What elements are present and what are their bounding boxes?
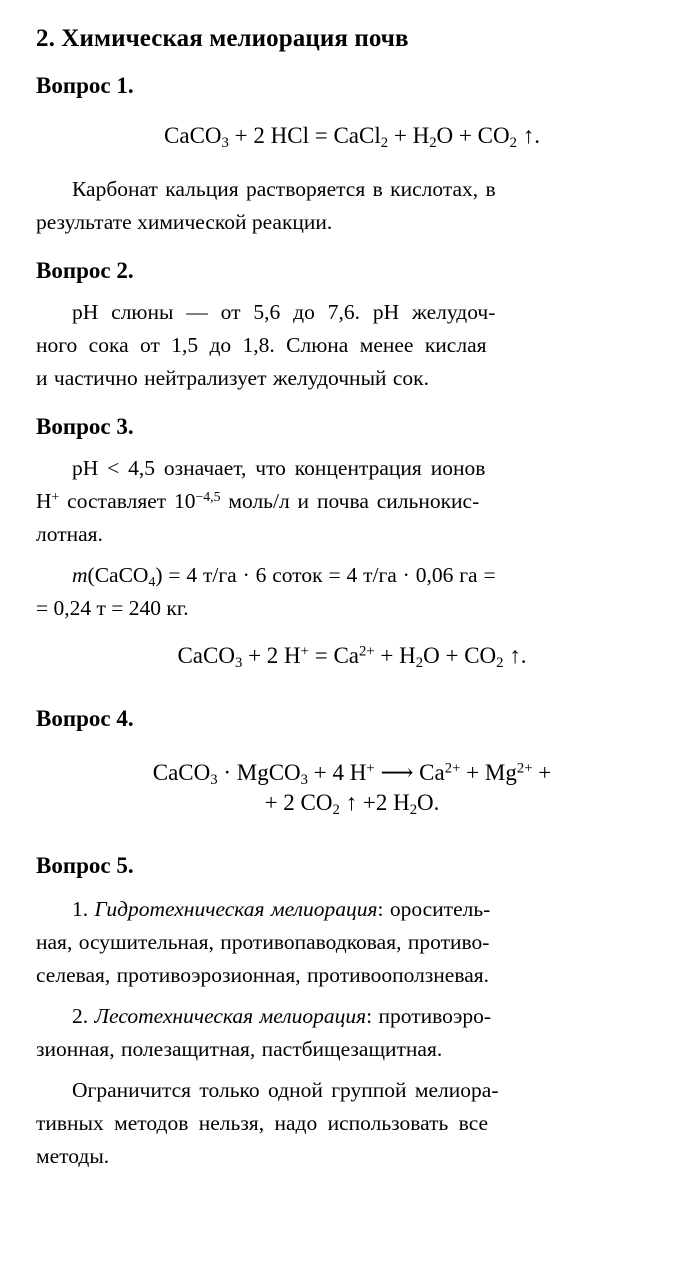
question-5-heading: Вопрос 5. bbox=[36, 853, 134, 878]
list-number: 2. bbox=[72, 1004, 95, 1028]
formula-term: O + CO bbox=[436, 123, 510, 148]
formula-subscript: 2 bbox=[429, 135, 437, 152]
formula-charge: 2+ bbox=[359, 643, 375, 660]
question-5-closing-line-1: Ограничится только одной группой мелиора- bbox=[72, 1078, 499, 1102]
answer-text: моль/л и почва сильнокис- bbox=[220, 489, 480, 513]
answer-text: составляет 10 bbox=[59, 489, 196, 513]
formula-charge: 2+ bbox=[516, 760, 533, 777]
question-1-formula bbox=[36, 121, 668, 151]
question-1-answer-line-1: Карбонат кальция растворяется в кислотах, в bbox=[72, 177, 496, 201]
question-4-heading: Вопрос 4. bbox=[36, 706, 134, 731]
question-4-formula-line-2 bbox=[36, 788, 668, 818]
formula-term: = Ca bbox=[308, 643, 359, 668]
formula-term: + 2 HCl = CaCl bbox=[228, 123, 381, 148]
question-2-heading: Вопрос 2. bbox=[36, 258, 134, 283]
formula-gas-arrow: ↑. bbox=[503, 643, 527, 668]
question-3-calculation-line-2: = 0,24 т = 240 кг. bbox=[36, 596, 189, 620]
formula-term: + H bbox=[388, 123, 430, 148]
formula-gas-arrow: ↑ +2 H bbox=[339, 790, 410, 815]
formula-subscript: 2 bbox=[332, 802, 340, 819]
formula-subscript: 3 bbox=[234, 655, 243, 672]
mass-variable: m bbox=[72, 563, 88, 587]
question-3-formula bbox=[36, 641, 668, 671]
question-5-item-2-line-2: зионная, полезащитная, пастбищезащитная. bbox=[36, 1037, 443, 1061]
reaction-arrow-icon: ⟶ bbox=[374, 760, 420, 785]
question-2-answer-line-1: pH слюны — от 5,6 до 7,6. pH желудоч- bbox=[72, 300, 496, 324]
formula-subscript: 2 bbox=[409, 802, 418, 819]
question-3-answer-line-2 bbox=[36, 485, 668, 518]
question-1-heading: Вопрос 1. bbox=[36, 73, 134, 98]
formula-subscript: 3 bbox=[300, 772, 309, 789]
formula-charge: 2+ bbox=[444, 760, 461, 777]
question-1-answer-line-2: результате химической реакции. bbox=[36, 210, 333, 234]
question-3-calculation-line-1 bbox=[36, 559, 668, 592]
question-3-answer-line-3: лотная. bbox=[36, 522, 103, 546]
compound-text: (CaCO bbox=[87, 563, 149, 587]
ion-symbol: H bbox=[36, 489, 52, 513]
formula-term: CaCO bbox=[164, 123, 222, 148]
formula-term: + Mg bbox=[460, 760, 517, 785]
item-text-hyphen: ь- bbox=[473, 897, 491, 921]
formula-term: · MgCO bbox=[217, 760, 301, 785]
formula-subscript: 2 bbox=[509, 135, 517, 152]
question-5-closing-line-2: тивных методов нельзя, надо использовать все bbox=[36, 1111, 489, 1135]
question-5-item-2-line-1 bbox=[36, 1000, 668, 1033]
calculation-text: ) = 4 т/га · 6 соток = 4 т/га · 0,06 га = bbox=[155, 563, 496, 587]
formula-term: O. bbox=[417, 790, 440, 815]
formula-term: + 2 CO bbox=[264, 790, 333, 815]
question-3-answer-line-1: pH < 4,5 означает, что концентрация ионов bbox=[72, 456, 486, 480]
formula-term: CaCO bbox=[152, 760, 211, 785]
question-5-item-1-line-1 bbox=[36, 893, 668, 926]
question-5-closing-line-3: методы. bbox=[36, 1144, 110, 1168]
question-5-item-1-line-2: ная, осушительная, противопаводковая, противо- bbox=[36, 930, 490, 954]
formula-term: CaCO bbox=[177, 643, 235, 668]
question-2-answer-line-2: ного сока от 1,5 до 1,8. Слюна менее кислая bbox=[36, 333, 487, 357]
list-number: 1. bbox=[72, 897, 95, 921]
formula-term: + H bbox=[374, 643, 416, 668]
formula-term: + 4 H bbox=[308, 760, 367, 785]
question-3-heading: Вопрос 3. bbox=[36, 414, 134, 439]
formula-charge: + bbox=[300, 643, 309, 660]
formula-term: + 2 H bbox=[242, 643, 301, 668]
formula-gas-arrow: ↑. bbox=[516, 123, 540, 148]
formula-charge: + bbox=[366, 760, 375, 777]
formula-subscript: 2 bbox=[380, 135, 389, 152]
compound-subscript: 4 bbox=[148, 573, 156, 589]
formula-term: Ca bbox=[419, 760, 445, 785]
question-5-item-1-line-3: селевая, противоэрозионная, противооползневая. bbox=[36, 963, 490, 987]
exponent: −4,5 bbox=[195, 488, 221, 504]
formula-subscript: 2 bbox=[496, 655, 504, 672]
formula-term: O + CO bbox=[423, 643, 497, 668]
formula-term: + bbox=[532, 760, 552, 785]
question-2-answer-line-3: и частично нейтрализует желудочный сок. bbox=[36, 366, 430, 390]
formula-subscript: 2 bbox=[415, 655, 424, 672]
page-title: 2. Химическая мелиорация почв bbox=[36, 25, 409, 52]
italic-term: Лесотехническая мелиорация bbox=[94, 1004, 367, 1028]
question-4-formula-line-1 bbox=[36, 758, 668, 788]
ion-charge: + bbox=[51, 488, 60, 504]
italic-term: Гидротехническая мелиорация bbox=[94, 897, 378, 921]
formula-subscript: 3 bbox=[221, 135, 229, 152]
item-text: : оросител bbox=[377, 897, 474, 921]
item-text: : противоэро- bbox=[366, 1004, 492, 1028]
formula-subscript: 3 bbox=[210, 772, 218, 789]
